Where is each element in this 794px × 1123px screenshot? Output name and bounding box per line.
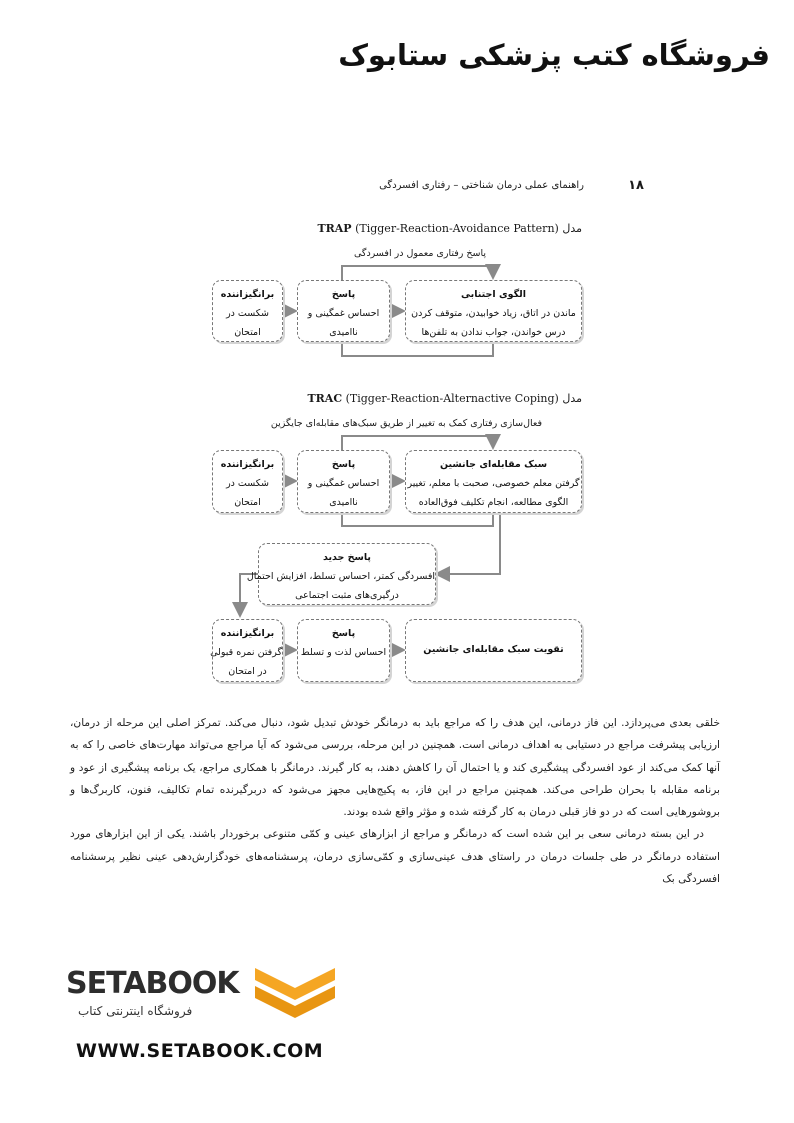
trap-avoidance-head: الگوی اجتنابی: [461, 289, 526, 300]
trac-trigger2-line: گرفتن نمره قبولی: [210, 647, 282, 658]
trac-trigger-line: امتحان: [234, 497, 261, 508]
trac-loop-top: [342, 436, 493, 450]
trac-coping-line: الگوی مطالعه، انجام تکلیف فوق‌العاده: [418, 497, 569, 508]
trap-response-line: ناامیدی: [329, 327, 358, 338]
trac-response2-head: پاسخ: [331, 628, 356, 639]
trac-response-box: [297, 450, 390, 513]
trac-coping-line: گرفتن معلم خصوصی، صحبت با معلم، تغییر: [407, 478, 580, 489]
trac-trigger-head: برانگیزاننده: [220, 459, 275, 470]
trap-loop-label: پاسخ رفتاری معمول در افسردگی: [354, 248, 486, 259]
trap-response-box: [297, 280, 390, 342]
trac-loop-label: فعال‌سازی رفتاری کمک به تغییر از طریق سبک‌های مقابله‌ای جایگزین: [270, 418, 542, 429]
trap-avoidance-line: درس خواندن، جواب ندادن به تلفن‌ها: [421, 327, 566, 338]
body-text: [70, 712, 720, 890]
logo-subtitle: فروشگاه اینترنتی کتاب: [78, 1004, 193, 1018]
body-paragraph: خلقی بعدی می‌پردازد. این فاز درمانی، این هدف را که مراجع باید به درمانگر خودش تبدیل شود، دنبال می‌کند. تمرکز اصلی این مرحله از درمان، ارزیابی پیشرفت مراجع در دستیابی به اهداف درمانی است. همچنین در این مرحله، بررسی می‌شود که آیا مراجع می‌تواند مهارت‌های خاصی را که به آنها کمک می‌کند از عود افسردگی پیشگیری کند و یا احتمال آن را کاهش دهند، به کار گیرند. درمانگر با همکاری مراجع، یک برنامه پیشگیری از عود و برنامه مقابله با بحران طراحی می‌کند. همچنین مراجع در این فاز، به پکیج‌هایی مجهز می‌شود که دربرگیرنده تمام تکالیف، فنون، کاربرگ‌ها و بروشورهایی است که در دو فاز قبلی درمان به کار گرفته شده و مؤثر واقع شده بودند.: [70, 717, 720, 819]
trap-avoidance-box: [405, 280, 582, 342]
trac-reinforce-box: [405, 619, 582, 682]
trac-arrow-coping-newresponse: [436, 513, 500, 574]
logo-url: WWW.SETABOOK.COM: [76, 1040, 324, 1062]
trac-response-line: ناامیدی: [329, 497, 358, 508]
trac-loop-bottom: [342, 513, 493, 526]
trac-new-response-line: افسردگی کمتر، احساس تسلط، افزایش احتمال: [246, 571, 435, 582]
trap-title-en: (Tigger-Reaction-Avoidance Pattern): [355, 222, 559, 235]
trac-response-head: پاسخ: [331, 459, 356, 470]
trac-response2-box: [297, 619, 390, 682]
trac-trigger-box: [212, 450, 283, 513]
trac-reinforce-line: تقویت سبک مقابله‌ای جانشین: [423, 644, 564, 655]
running-head: راهنمای عملی درمان شناختی – رفتاری افسردگی: [379, 180, 584, 191]
setabook-logo-icon: [250, 960, 340, 1030]
trac-title-prefix: مدل: [562, 392, 582, 405]
trap-response-head: پاسخ: [331, 289, 356, 300]
trac-response-line: احساس غمگینی و: [307, 478, 380, 489]
shop-title: فروشگاه کتب پزشکی ستابوک: [338, 38, 770, 72]
trap-trigger-head: برانگیزاننده: [220, 289, 275, 300]
trac-title-en: (Tigger-Reaction-Alternactive Coping): [345, 392, 559, 405]
trap-response-line: احساس غمگینی و: [307, 308, 380, 319]
trap-title-prefix: مدل: [562, 222, 582, 235]
trac-new-response-box: [246, 543, 436, 605]
trap-trigger-line: شکست در: [226, 308, 269, 319]
trap-loop-bottom: [342, 342, 493, 356]
trac-trigger-line: شکست در: [226, 478, 269, 489]
trac-new-response-line: درگیری‌های مثبت اجتماعی: [295, 590, 399, 601]
trac-trigger2-head: برانگیزاننده: [220, 628, 275, 639]
trap-loop-top: [342, 266, 493, 280]
page-number: ۱۸: [628, 178, 644, 193]
trac-acronym: TRAC: [307, 392, 343, 405]
body-paragraph: در این بسته درمانی سعی بر این شده است که درمانگر و مراجع از ابزارهای عینی و کمّی متنوعی برخوردار باشند. یکی از این ابزارهای مورد استفاده درمانگر در طی جلسات درمان در راستای هدف عینی‌سازی و کمّی‌سازی درمان، پرسشنامه‌های خودگزارش‌دهی عینی نظیر پرسشنامه افسردگی بک: [70, 828, 720, 886]
trac-coping-head: سبک مقابله‌ای جانشین: [439, 459, 548, 470]
trap-avoidance-line: ماندن در اتاق، زیاد خوابیدن، متوقف کردن: [411, 308, 576, 319]
trap-trigger-box: [212, 280, 283, 342]
trac-coping-box: [405, 450, 582, 513]
trac-trigger2-box: [212, 619, 283, 682]
trac-new-response-head: پاسخ جدید: [322, 552, 372, 563]
trac-title: [307, 392, 582, 405]
logo-brand: SETABOOK: [66, 966, 239, 1001]
trap-trigger-line: امتحان: [234, 327, 261, 338]
trac-trigger2-line: در امتحان: [228, 666, 267, 677]
trap-acronym: TRAP: [317, 222, 352, 235]
trac-response2-line: احساس لذت و تسلط: [300, 647, 387, 658]
